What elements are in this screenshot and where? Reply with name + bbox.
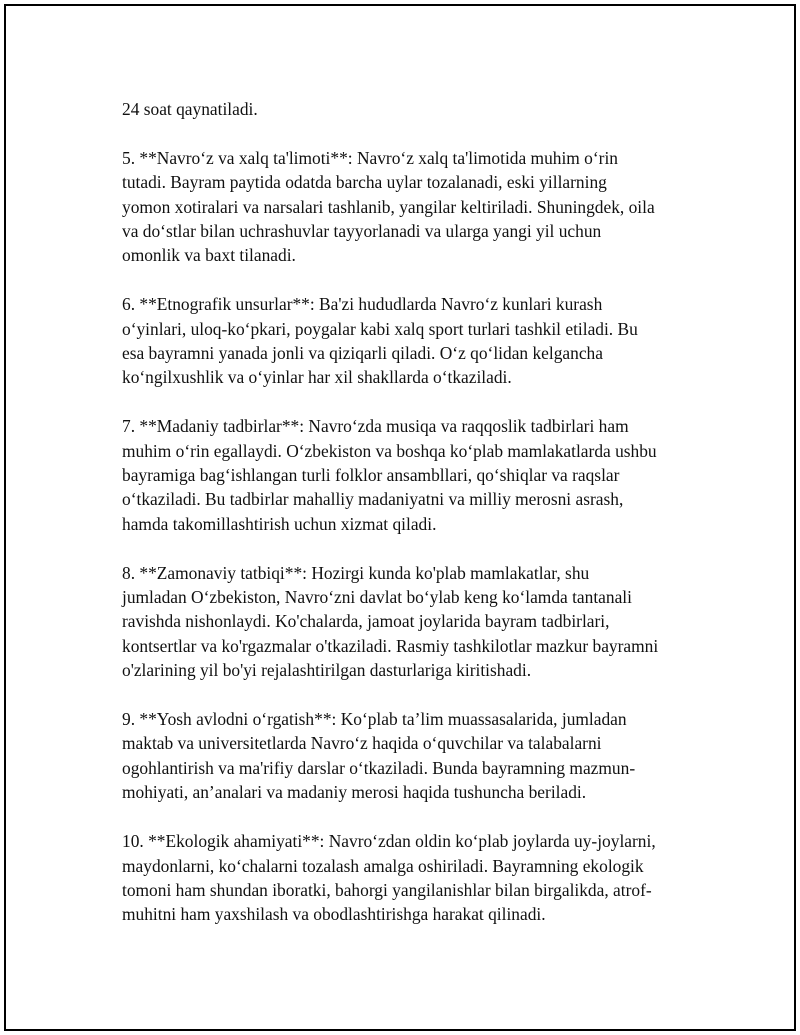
text-line: ko‘ngilxushlik va o‘yinlar har xil shakllarda o‘tkaziladi. [122,367,512,388]
text-line: omonlik va baxt tilanadi. [122,245,296,266]
text-line: 10. **Ekologik ahamiyati**: Navro‘zdan oldin ko‘plab joylarda uy-joylarni, [122,831,656,852]
text-line: o'zlarining yil bo'yi rejalashtirilgan dasturlariga kiritishadi. [122,660,532,681]
text-line: tutadi. Bayram paytida odatda barcha uylar tozalanadi, eski yillarning [122,172,607,193]
text-line: muhim o‘rin egallaydi. O‘zbekiston va boshqa ko‘plab mamlakatlarda ushbu [122,440,657,461]
text-line: maktab va universitetlarda Navro‘z haqida o‘quvchilar va talabalarni [122,733,602,754]
text-line: jumladan O‘zbekiston, Navro‘zni davlat bo‘ylab keng ko‘lamda tantanali [122,587,632,608]
text-line: maydonlarni, ko‘chalarni tozalash amalga oshiriladi. Bayramning ekologik [122,855,644,876]
text-line: o‘yinlari, uloq-ko‘pkari, poygalar kabi xalq sport turlari tashkil etiladi. Bu [122,318,638,339]
text-line: 5. **Navro‘z va xalq ta'limoti**: Navro‘z xalq ta'limotida muhim o‘rin [122,147,618,168]
paragraph-item-5 [122,146,694,268]
text-line: 6. **Etnografik unsurlar**: Ba'zi hududlarda Navro‘z kunlari kurash [122,294,603,315]
text-line: 24 soat qaynatiladi. [122,99,258,119]
paragraph-item-7 [122,414,694,536]
text-line: ogohlantirish va ma'rifiy darslar o‘tkaziladi. Bunda bayramning mazmun- [122,757,636,778]
text-line: muhitni ham yaxshilash va obodlashtirishga harakat qilinadi. [122,904,546,925]
text-line: 9. **Yosh avlodni o‘rgatish**: Ko‘plab ta’lim muassasalarida, jumladan [122,709,627,730]
page-frame [4,4,796,1031]
text-line: 8. **Zamonaviy tatbiqi**: Hozirgi kunda ko'plab mamlakatlar, shu [122,562,590,583]
paragraph-item-9 [122,707,694,805]
text-line: esa bayramni yanada jonli va qiziqarli qiladi. O‘z qo‘lidan kelgancha [122,343,603,364]
paragraph-item-10 [122,829,694,927]
paragraph-continuation [122,97,694,121]
text-line: yomon xotiralari va narsalari tashlanib, yangilar keltiriladi. Shuningdek, oila [122,196,655,217]
text-line: o‘tkaziladi. Bu tadbirlar mahalliy madaniyatni va milliy merosni asrash, [122,489,624,510]
paragraph-item-6 [122,292,694,390]
text-line: mohiyati, an’analari va madaniy merosi haqida tushuncha beriladi. [122,782,587,803]
text-line: va do‘stlar bilan uchrashuvlar tayyorlanadi va ularga yangi yil uchun [122,221,602,242]
text-line: tomoni ham shundan iboratki, bahorgi yangilanishlar bilan birgalikda, atrof- [122,879,652,900]
paragraph-item-8 [122,561,694,683]
text-line: hamda takomillashtirish uchun xizmat qiladi. [122,513,437,534]
text-line: ravishda nishonlaydi. Ko'chalarda, jamoat joylarida bayram tadbirlari, [122,611,610,632]
text-line: bayramiga bag‘ishlangan turli folklor ansambllari, qo‘shiqlar va raqslar [122,465,620,486]
document-body [122,97,694,951]
text-line: kontsertlar va ko'rgazmalar o'tkaziladi. Rasmiy tashkilotlar mazkur bayramni [122,635,659,656]
text-line: 7. **Madaniy tadbirlar**: Navro‘zda musiqa va raqqoslik tadbirlari ham [122,416,629,437]
